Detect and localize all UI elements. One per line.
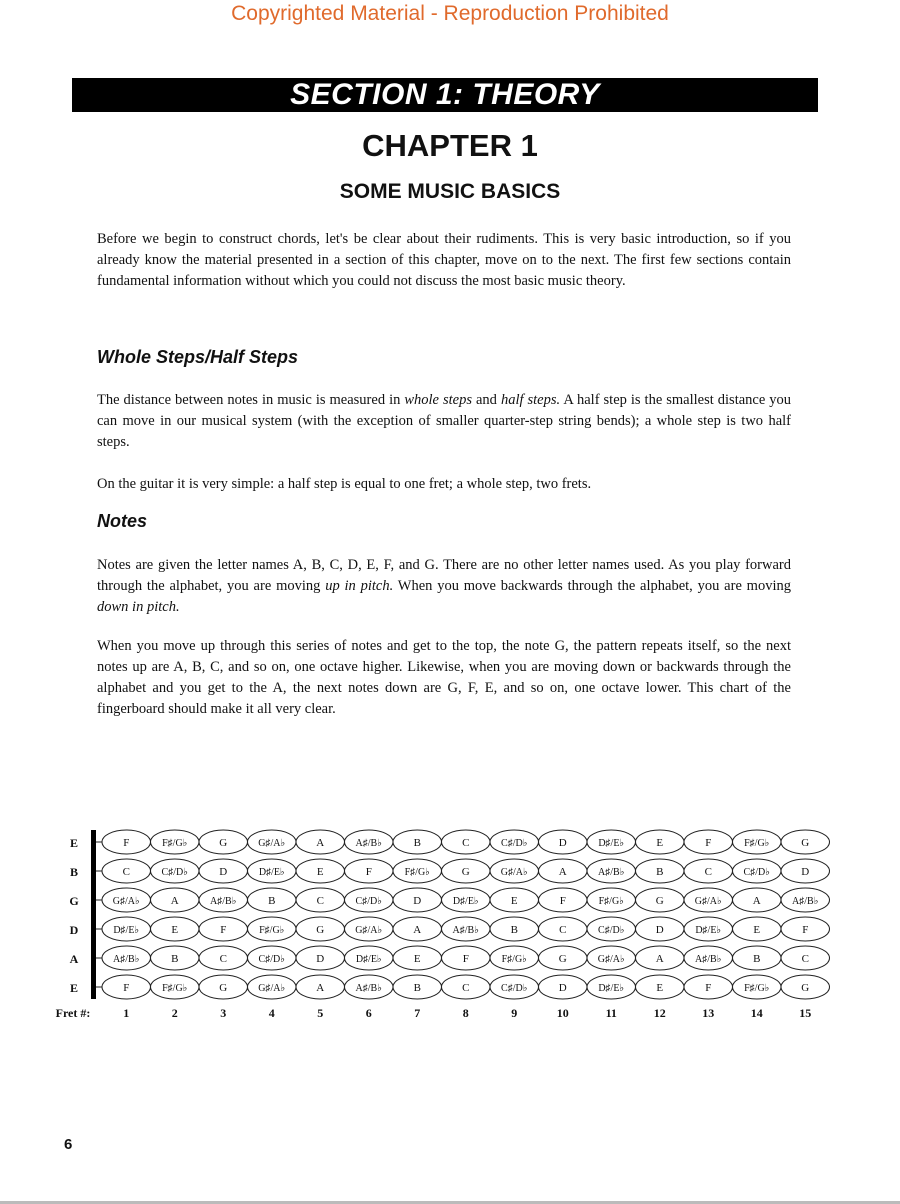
- note-label: G♯/A♭: [258, 983, 286, 994]
- text-run: When you move backwards through the alphabet, you are moving: [393, 578, 791, 594]
- note-label: D♯/E♭: [258, 867, 285, 878]
- note-label: A: [558, 866, 567, 878]
- note-label: F: [705, 837, 712, 849]
- section-banner: SECTION 1: THEORY: [72, 78, 818, 112]
- note-label: A♯/B♭: [113, 954, 140, 965]
- note-label: E: [510, 895, 518, 907]
- note-label: E: [656, 837, 664, 849]
- note-label: F: [123, 982, 130, 994]
- note-label: F♯/G♭: [744, 838, 770, 849]
- note-label: G: [655, 895, 664, 907]
- heading-whole-half-steps: Whole Steps/Half Steps: [97, 347, 299, 367]
- note-label: F♯/G♭: [404, 867, 430, 878]
- note-label: A: [316, 982, 325, 994]
- watermark: Copyrighted Material - Reproduction Prohibited: [231, 2, 669, 25]
- chapter-subtitle: SOME MUSIC BASICS: [339, 180, 561, 203]
- text-run: The distance between notes in music is measured in: [97, 392, 405, 408]
- nut-bar: [91, 830, 96, 999]
- note-label: F♯/G♭: [501, 954, 527, 965]
- note-label: C: [122, 866, 130, 878]
- note-label: A♯/B♭: [695, 954, 722, 965]
- note-label: G: [219, 837, 228, 849]
- chapter-title: CHAPTER 1: [362, 128, 538, 163]
- note-label: F♯/G♭: [162, 983, 188, 994]
- note-label: G♯/A♭: [694, 896, 722, 907]
- fret-number: 1: [123, 1006, 130, 1020]
- note-label: F♯/G♭: [162, 838, 188, 849]
- fret-number: 10: [556, 1006, 569, 1020]
- emphasis-half-steps: half steps.: [500, 392, 561, 408]
- note-label: A: [316, 837, 325, 849]
- note-label: C: [559, 924, 567, 936]
- note-label: B: [268, 895, 276, 907]
- note-label: F: [705, 982, 712, 994]
- note-label: G♯/A♭: [112, 896, 140, 907]
- fret-number: 15: [799, 1006, 812, 1020]
- text-run: Notes are given the letter names A, B, C, D, E, F, and G. There are no other letter names used. As you play forward through the alphabet, you are moving: [97, 557, 791, 594]
- string-label: E: [69, 981, 79, 995]
- emphasis-whole-steps: whole steps: [404, 392, 472, 408]
- note-label: D♯/E♭: [452, 896, 479, 907]
- note-label: B: [171, 953, 179, 965]
- fret-number: 14: [750, 1006, 763, 1020]
- note-label: F: [220, 924, 227, 936]
- note-label: D: [316, 953, 325, 965]
- fret-number: 3: [220, 1006, 227, 1020]
- string-label: D: [69, 923, 79, 937]
- note-label: F: [559, 895, 566, 907]
- note-label: G♯/A♭: [355, 925, 383, 936]
- note-label: C: [462, 982, 470, 994]
- note-label: B: [753, 953, 761, 965]
- emphasis-down-in-pitch: down in pitch.: [97, 599, 180, 615]
- note-label: C♯/D♭: [501, 983, 528, 994]
- note-label: C: [316, 895, 324, 907]
- note-label: C♯/D♭: [598, 925, 625, 936]
- note-label: C: [462, 837, 470, 849]
- string-label: B: [69, 865, 79, 879]
- note-label: E: [316, 866, 324, 878]
- note-label: G: [219, 982, 228, 994]
- fret-number: 8: [462, 1006, 469, 1020]
- fretboard-chart: [52, 826, 852, 1026]
- note-label: C♯/D♭: [258, 954, 285, 965]
- note-label: G: [801, 982, 810, 994]
- note-label: E: [171, 924, 179, 936]
- note-label: F: [802, 924, 809, 936]
- note-label: G♯/A♭: [500, 867, 528, 878]
- fret-number: 11: [605, 1006, 617, 1020]
- note-label: C: [219, 953, 227, 965]
- note-label: C♯/D♭: [743, 867, 770, 878]
- note-label: B: [413, 837, 421, 849]
- note-label: C: [801, 953, 809, 965]
- string-label: A: [69, 952, 79, 966]
- note-label: D♯/E♭: [355, 954, 382, 965]
- note-label: D: [558, 982, 567, 994]
- note-label: A♯/B♭: [598, 867, 625, 878]
- text-run: and: [472, 392, 501, 408]
- fret-number: 9: [511, 1006, 518, 1020]
- note-label: E: [413, 953, 421, 965]
- note-label: B: [413, 982, 421, 994]
- note-label: F: [365, 866, 372, 878]
- note-label: F: [123, 837, 130, 849]
- string-label: G: [69, 894, 79, 908]
- note-label: B: [510, 924, 518, 936]
- fret-number: 13: [702, 1006, 715, 1020]
- note-label: A♯/B♭: [210, 896, 237, 907]
- emphasis-up-in-pitch: up in pitch.: [325, 578, 394, 594]
- note-label: B: [656, 866, 664, 878]
- whole-half-paragraph-2: On the guitar it is very simple: a half step is equal to one fret; a whole step, two frets.: [97, 476, 592, 492]
- note-label: A♯/B♭: [355, 983, 382, 994]
- note-label: D: [655, 924, 664, 936]
- note-label: D♯/E♭: [598, 838, 625, 849]
- fret-number: 6: [365, 1006, 372, 1020]
- fret-axis-label: Fret #:: [55, 1006, 91, 1020]
- fret-number: 2: [171, 1006, 178, 1020]
- note-label: D: [413, 895, 422, 907]
- note-label: C♯/D♭: [355, 896, 382, 907]
- note-label: G♯/A♭: [258, 838, 286, 849]
- note-label: C: [704, 866, 712, 878]
- note-label: A: [170, 895, 179, 907]
- note-label: C♯/D♭: [501, 838, 528, 849]
- note-label: G: [801, 837, 810, 849]
- note-label: A: [752, 895, 761, 907]
- note-label: E: [753, 924, 761, 936]
- note-label: C♯/D♭: [161, 867, 188, 878]
- heading-notes: Notes: [97, 511, 148, 531]
- whole-half-paragraph-1: [97, 390, 791, 453]
- intro-paragraph: Before we begin to construct chords, let's be clear about their rudiments. This is very basic introduction, so if you already know the material presented in a section of this chapter, move on to the next. The first few sections contain fundamental information without which you could not discuss the most basic music theory.: [97, 231, 791, 289]
- note-label: F♯/G♭: [598, 896, 624, 907]
- note-label: D: [219, 866, 228, 878]
- fret-number: 5: [317, 1006, 324, 1020]
- page-number: 6: [64, 1136, 73, 1153]
- notes-paragraph-1: [97, 555, 791, 618]
- note-label: A♯/B♭: [792, 896, 819, 907]
- note-label: D♯/E♭: [113, 925, 140, 936]
- fret-number: 12: [653, 1006, 666, 1020]
- note-label: F♯/G♭: [744, 983, 770, 994]
- fret-number: 4: [268, 1006, 275, 1020]
- note-label: F: [462, 953, 469, 965]
- notes-paragraph-2: When you move up through this series of notes and get to the top, the note G, the pattern repeats itself, so the next notes up are A, B, C, and so on, one octave higher. Likewise, when you are moving down or backwards through the alphabet and you get to the A, the next notes down are G, F, E, and so on, one octave lower. This chart of the fingerboard should make it all very clear.: [97, 638, 791, 717]
- text-run: A half step is the smallest distance you can move in our musical system (with the exception of smaller quarter-step string bends); a whole step is two half steps.: [97, 392, 792, 450]
- note-label: G: [558, 953, 567, 965]
- note-label: D♯/E♭: [695, 925, 722, 936]
- note-label: A: [655, 953, 664, 965]
- note-label: D: [801, 866, 810, 878]
- note-label: A: [413, 924, 422, 936]
- note-label: E: [656, 982, 664, 994]
- string-label: E: [69, 836, 79, 850]
- note-label: F♯/G♭: [259, 925, 285, 936]
- fret-number: 7: [414, 1006, 421, 1020]
- note-label: G♯/A♭: [597, 954, 625, 965]
- note-label: G: [316, 924, 325, 936]
- note-label: A♯/B♭: [355, 838, 382, 849]
- note-label: A♯/B♭: [452, 925, 479, 936]
- note-label: G: [461, 866, 470, 878]
- note-label: D♯/E♭: [598, 983, 625, 994]
- note-label: D: [558, 837, 567, 849]
